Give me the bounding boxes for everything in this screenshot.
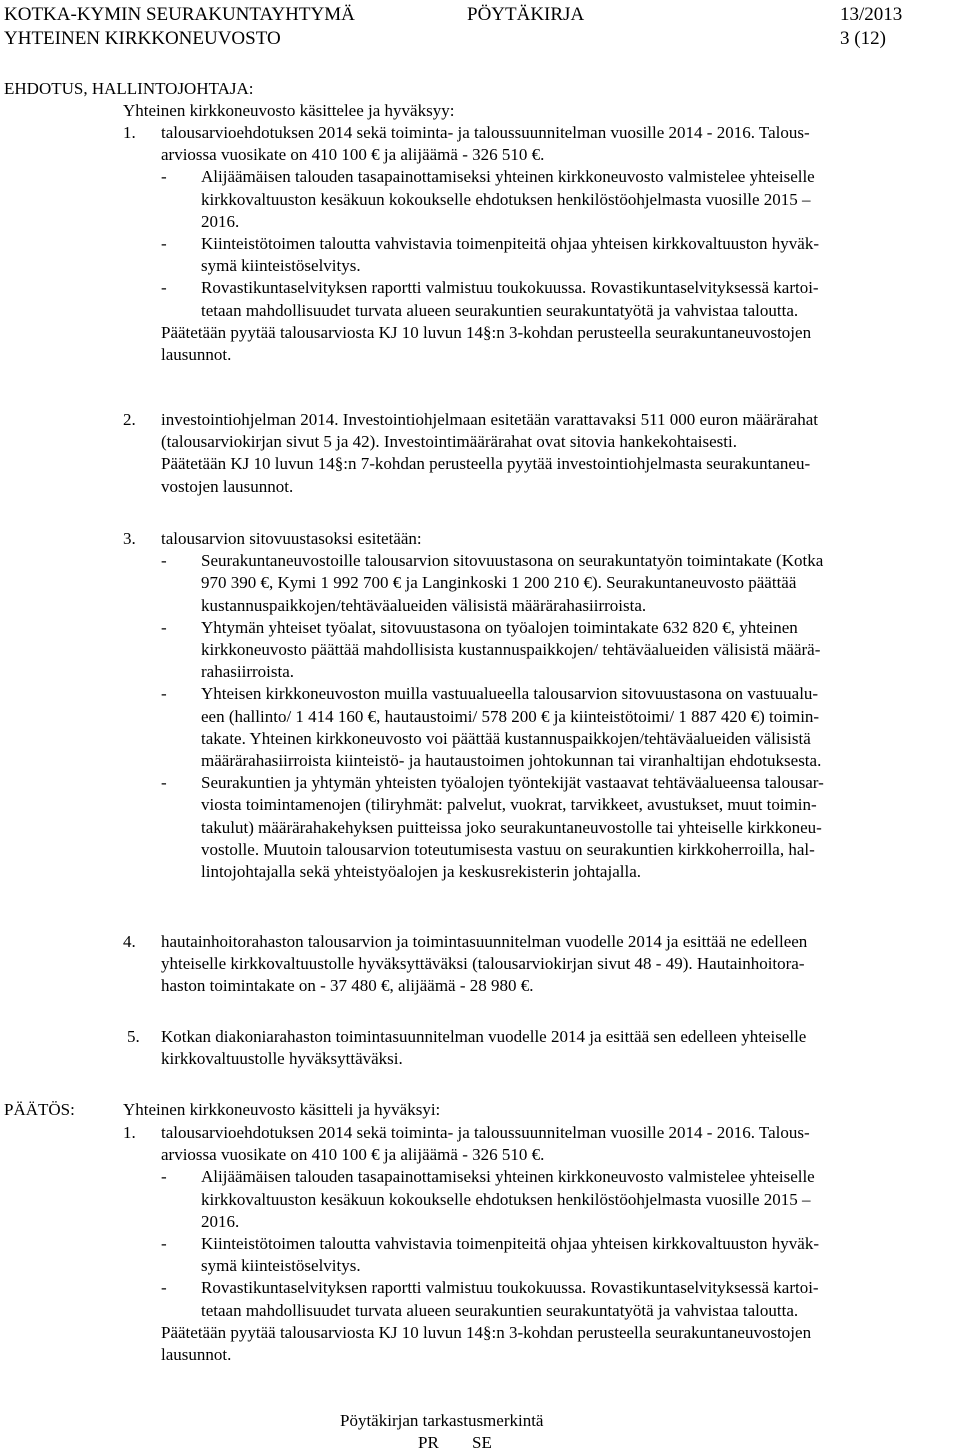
- proposal-intro: Yhteinen kirkkoneuvosto käsittelee ja hyväksyy:: [123, 101, 455, 120]
- item-line: yhteiselle kirkkovaltuustolle hyväksyttäväksi (talousarviokirjan sivut 48 - 49). Hautainhoitora-: [161, 954, 805, 974]
- item-number: 1.: [123, 123, 136, 142]
- item-line: haston toimintakate on - 37 480 €, alijäämä - 28 980 €.: [161, 976, 534, 996]
- bullet-item: [161, 1277, 959, 1321]
- page-number: 3 (12): [840, 28, 886, 49]
- closing-line: Päätetään pyytää talousarviosta KJ 10 luvun 14§:n 3-kohdan perusteella seurakuntaneuvostojen: [161, 322, 812, 342]
- proposal-heading: EHDOTUS, HALLINTOJOHTAJA:: [4, 79, 254, 98]
- item-line: talousarvioehdotuksen 2014 sekä toiminta- ja taloussuunnitelman vuosille 2014 - 2016. Talous-: [161, 1123, 810, 1142]
- bullet-item: [161, 1166, 959, 1233]
- item-line: Päätetään KJ 10 luvun 14§:n 7-kohdan perusteella pyytää investointiohjelmasta seurakuntaneu-: [161, 454, 811, 474]
- closing-line: Päätetään pyytää talousarviosta KJ 10 luvun 14§:n 3-kohdan perusteella seurakuntaneuvostojen: [161, 1322, 812, 1342]
- bullet-line: Alijäämäisen talouden tasapainottamiseksi yhteinen kirkkoneuvosto valmistelee yhteiselle: [201, 167, 815, 187]
- bullet-line: kirkkoneuvosto päättää mahdollisista kustannuspaikkojen/ tehtäväalueiden välisistä määrä-: [201, 640, 821, 660]
- bullet-dash: -: [161, 1167, 167, 1187]
- item-line: vostojen lausunnot.: [161, 476, 294, 496]
- item-line: arviossa vuosikate on 410 100 € ja alijäämä - 326 510 €.: [161, 1145, 545, 1165]
- item-line: talousarvion sitovuustasoksi esitetään:: [161, 529, 422, 548]
- bullet-line: Kiinteistötoimen taloutta vahvistavia toimenpiteitä ohjaa yhteisen kirkkovaltuuston hyväk-: [201, 1234, 820, 1254]
- bullet-dash: -: [161, 278, 167, 298]
- decision-heading: PÄÄTÖS:: [4, 1100, 75, 1119]
- bullet-dash: -: [161, 551, 167, 571]
- bullet-line: Kiinteistötoimen taloutta vahvistavia toimenpiteitä ohjaa yhteisen kirkkovaltuuston hyväk-: [201, 234, 820, 254]
- bullet-line: tetaan mahdollisuudet turvata alueen seurakuntien seurakuntatyötä ja vahvistaa taloutta.: [201, 1300, 799, 1320]
- item-line: kirkkovaltuustolle hyväksyttäväksi.: [161, 1049, 403, 1069]
- bullet-dash: -: [161, 234, 167, 254]
- closing-line: lausunnot.: [161, 345, 232, 365]
- bullet-item: [161, 1233, 959, 1277]
- bullet-line: Seurakuntaneuvostoille talousarvion sitovuustasona on seurakuntatyön toimintakate (Kotka: [201, 551, 824, 571]
- bullet-line: symä kiinteistöselvitys.: [201, 1256, 361, 1276]
- footer-initials-pr: PR: [418, 1433, 439, 1452]
- bullet-line: 970 390 €, Kymi 1 992 700 € ja Langinkoski 1 200 210 €). Seurakuntaneuvosto päättää: [201, 573, 797, 593]
- org-name: KOTKA-KYMIN SEURAKUNTAYHTYMÄ: [4, 4, 355, 25]
- bullet-line: Yhteisen kirkkoneuvoston muilla vastuualueella talousarvion sitovuustasona on vastuualu-: [201, 684, 819, 704]
- bullet-line: takate. Yhteinen kirkkoneuvosto voi päättää kustannuspaikkojen/tehtäväalueiden välisistä: [201, 728, 811, 748]
- body-name: YHTEINEN KIRKKONEUVOSTO: [4, 28, 281, 49]
- bullet-line: Yhtymän yhteiset työalat, sitovuustasona on työalojen toimintakate 632 820 €, yhteinen: [201, 617, 798, 637]
- bullet-line: Rovastikuntaselvityksen raportti valmistuu toukokuussa. Rovastikuntaselvityksessä kartoi-: [201, 1278, 819, 1298]
- bullet-item: [161, 277, 959, 321]
- bullet-item: [161, 772, 959, 883]
- doc-type: PÖYTÄKIRJA: [467, 4, 585, 25]
- bullet-line: rahasiirroista.: [201, 662, 294, 682]
- item-line: arviossa vuosikate on 410 100 € ja alijäämä - 326 510 €.: [161, 145, 545, 165]
- bullet-line: vostolle. Muutoin talousarvion toteutumisesta vastuu on seurakuntien kirkkoherroilla, hal-: [201, 839, 815, 859]
- bullet-item: [161, 550, 959, 617]
- item-line: talousarvioehdotuksen 2014 sekä toiminta- ja taloussuunnitelman vuosille 2014 - 2016. Talous-: [161, 123, 810, 142]
- bullet-dash: -: [161, 617, 167, 637]
- bullet-line: 2016.: [201, 211, 240, 231]
- decision-intro: Yhteinen kirkkoneuvosto käsitteli ja hyväksyi:: [123, 1100, 441, 1119]
- doc-number: 13/2013: [840, 4, 903, 25]
- bullet-dash: -: [161, 773, 167, 793]
- item-line: (talousarviokirjan sivut 5 ja 42). Investointimäärärahat ovat sitovia hankekohtaisesti.: [161, 432, 737, 452]
- bullet-dash: -: [161, 1278, 167, 1298]
- item-line: investointiohjelman 2014. Investointiohjelmaan esitetään varattavaksi 511 000 euron määrärahat: [161, 410, 818, 429]
- bullet-item: [161, 617, 959, 684]
- proposal-item-3: [123, 528, 959, 883]
- proposal-item-4: [123, 931, 959, 998]
- item-line: Kotkan diakoniarahaston toimintasuunnitelman vuodelle 2014 ja esittää sen edelleen yhteiselle: [161, 1027, 807, 1046]
- proposal-item-5: [123, 1026, 959, 1070]
- bullet-line: kirkkovaltuuston kesäkuun kokoukselle ehdotuksen henkilöstöohjelmasta vuosille 2015 –: [201, 189, 811, 209]
- bullet-line: takulut) määrärahakehyksen puitteissa joko seurakuntaneuvostolle tai yhteiselle kirkkoneu-: [201, 817, 822, 837]
- bullet-item: [161, 233, 959, 277]
- bullet-dash: -: [161, 167, 167, 187]
- bullet-dash: -: [161, 1234, 167, 1254]
- bullet-line: lintojohtajalla sekä yhteistyöalojen ja keskusrekisterin johtajalla.: [201, 862, 641, 882]
- bullet-line: Rovastikuntaselvityksen raportti valmistuu toukokuussa. Rovastikuntaselvityksessä kartoi-: [201, 278, 819, 298]
- proposal-item-1: [123, 122, 959, 366]
- bullet-line: kustannuspaikkojen/tehtäväalueiden välisistä määrärahasiirroista.: [201, 595, 647, 615]
- bullet-line: viosta toimintamenojen (tiliryhmät: palvelut, vuokrat, tarvikkeet, avustukset, muut toimin-: [201, 795, 817, 815]
- item-line: hautainhoitorahaston talousarvion ja toimintasuunnitelman vuodelle 2014 ja esittää ne edelleen: [161, 932, 808, 951]
- bullet-item: [161, 166, 959, 233]
- bullet-line: Seurakuntien ja yhtymän yhteisten työalojen työntekijät vastaavat tehtäväalueensa talousar-: [201, 773, 824, 793]
- bullet-line: symä kiinteistöselvitys.: [201, 256, 361, 276]
- bullet-line: Alijäämäisen talouden tasapainottamiseksi yhteinen kirkkoneuvosto valmistelee yhteiselle: [201, 1167, 815, 1187]
- bullet-line: een (hallinto/ 1 414 160 €, hautaustoimi/ 578 200 € ja kiinteistötoimi/ 1 887 420 €) toimin-: [201, 706, 820, 726]
- bullet-item: [161, 683, 959, 772]
- footer-label: Pöytäkirjan tarkastusmerkintä: [340, 1411, 544, 1430]
- footer-initials-se: SE: [472, 1433, 492, 1452]
- item-number: 4.: [123, 932, 136, 951]
- bullet-line: 2016.: [201, 1211, 240, 1231]
- bullet-line: tetaan mahdollisuudet turvata alueen seurakuntien seurakuntatyötä ja vahvistaa taloutta.: [201, 300, 799, 320]
- bullet-line: määrärahasiirroista kiinteistö- ja hautaustoimen johtokunnan tai viranhaltijan ehdotuksesta.: [201, 751, 822, 771]
- bullet-dash: -: [161, 684, 167, 704]
- item-number: 2.: [123, 410, 136, 429]
- decision-item-1: [123, 1122, 959, 1366]
- item-number: 1.: [123, 1123, 136, 1142]
- closing-line: lausunnot.: [161, 1345, 232, 1365]
- proposal-item-2: [123, 409, 959, 498]
- item-number: 5.: [127, 1027, 140, 1046]
- item-number: 3.: [123, 529, 136, 548]
- bullet-line: kirkkovaltuuston kesäkuun kokoukselle ehdotuksen henkilöstöohjelmasta vuosille 2015 –: [201, 1189, 811, 1209]
